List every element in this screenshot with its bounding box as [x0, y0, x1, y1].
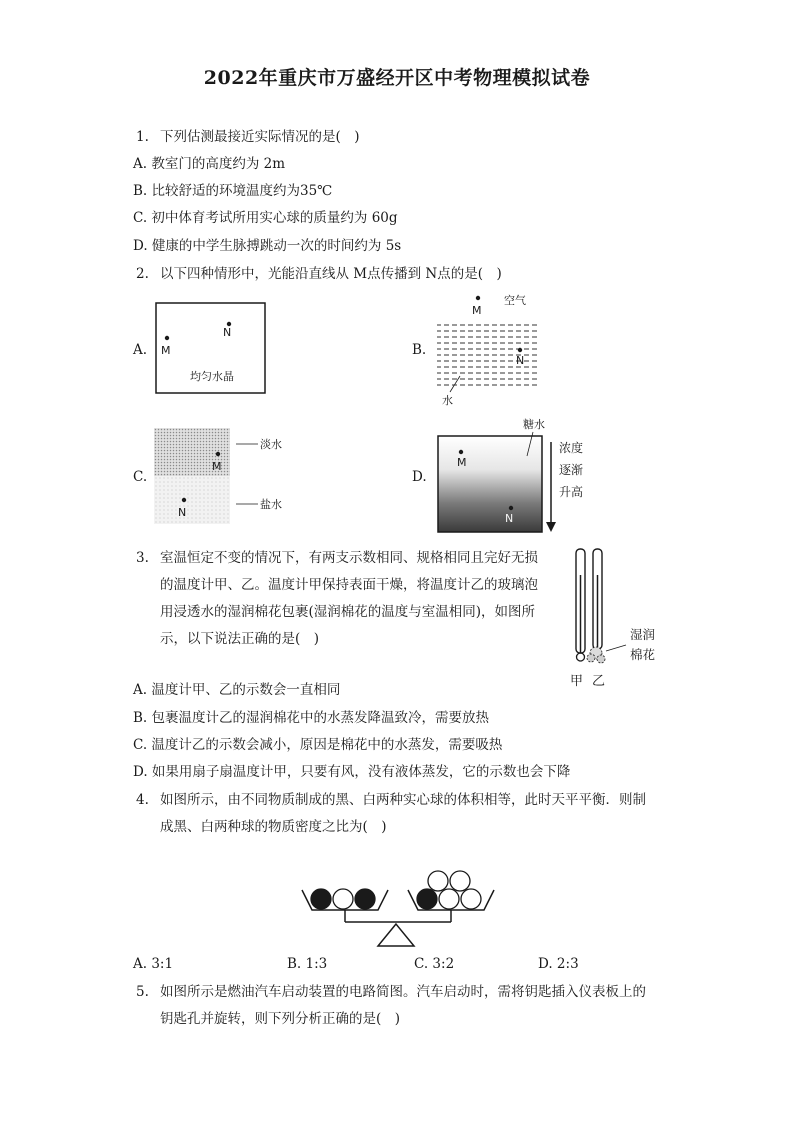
q3-option-c: C. 温度计乙的示数会减小，原因是棉花中的水蒸发，需要吸热 — [133, 737, 503, 753]
q4-option-c: C. 3:2 — [414, 956, 455, 972]
q2-figure-c — [154, 428, 294, 526]
q4-option-b: B. 1:3 — [287, 956, 328, 972]
q3-option-a: A. 温度计甲、乙的示数会一直相同 — [133, 682, 341, 698]
question-1-stem: 1. 下列估测最接近实际情况的是( ) — [136, 129, 360, 145]
q2-figure-a — [155, 302, 267, 394]
fresh-water-label: 淡水 — [260, 438, 282, 451]
q3-thermometer-figure — [560, 545, 670, 693]
q2-label-c: C. — [133, 469, 148, 485]
concentration-label-3: 升高 — [559, 485, 584, 499]
q1-option-d: D. 健康的中学生脉搏跳动一次的时间约为 5s — [133, 238, 402, 254]
question-number: 4. — [136, 792, 149, 808]
q4-option-d: D. 2:3 — [538, 956, 579, 972]
q1-option-b: B. 比较舒适的环境温度约为35℃ — [133, 183, 333, 199]
q3-option-b: B. 包裹温度计乙的湿润棉花中的水蒸发降温致冷，需要放热 — [133, 710, 490, 726]
point-m-label: M — [457, 456, 467, 469]
water-label: 水 — [442, 394, 453, 407]
medium-label: 均匀水晶 — [190, 370, 234, 383]
q2-label-b: B. — [412, 342, 427, 358]
sugar-water-label: 糖水 — [523, 418, 545, 431]
q4-balance-figure — [300, 866, 496, 950]
thermometer-yi-label: 乙 — [592, 674, 606, 689]
page-title: 2022年重庆市万盛经开区中考物理模拟试卷 — [203, 67, 591, 89]
point-n-label: N — [178, 506, 187, 519]
question-3-line-3: 用浸透水的湿润棉花包裹(湿润棉花的温度与室温相同)，如图所 — [160, 604, 536, 620]
point-n-label: N — [505, 512, 514, 525]
q2-figure-d — [437, 416, 597, 534]
question-number: 1. — [136, 129, 149, 145]
q1-option-c: C. 初中体育考试所用实心球的质量约为 60g — [133, 210, 398, 226]
question-4-line-1: 4. 如图所示，由不同物质制成的黑、白两种实心球的体积相等，此时天平平衡．则制 — [136, 792, 646, 808]
air-label: 空气 — [504, 294, 526, 307]
question-number: 5. — [136, 984, 149, 1000]
question-2-stem: 2. 以下四种情形中，光能沿直线从 M点传播到 N点的是( ) — [136, 266, 502, 282]
question-3-line-4: 示，以下说法正确的是( ) — [160, 631, 320, 647]
wet-cotton-label-1: 湿润 — [630, 627, 656, 642]
question-5-line-2: 钥匙孔并旋转，则下列分析正确的是( ) — [160, 1011, 401, 1027]
point-m-label: M — [161, 344, 171, 357]
concentration-label-1: 浓度 — [559, 441, 584, 455]
question-number: 3. — [136, 550, 149, 566]
thermometer-jia-label: 甲 — [570, 674, 584, 689]
q2-figure-b — [436, 292, 546, 410]
q2-label-d: D. — [412, 469, 427, 485]
question-3-line-1: 3. 室温恒定不变的情况下，有两支示数相同、规格相同且完好无损 — [136, 550, 538, 566]
question-5-line-1: 5. 如图所示是燃油汽车启动装置的电路简图。汽车启动时，需将钥匙插入仪表板上的 — [136, 984, 646, 1000]
point-n-label: N — [516, 354, 525, 367]
point-n-label: N — [223, 326, 232, 339]
q3-option-d: D. 如果用扇子扇温度计甲，只要有风，没有液体蒸发，它的示数也会下降 — [133, 764, 571, 780]
question-3-line-2: 的温度计甲、乙。温度计甲保持表面干燥，将温度计乙的玻璃泡 — [160, 577, 538, 593]
wet-cotton-label-2: 棉花 — [630, 647, 656, 662]
question-4-line-2: 成黑、白两种球的物质密度之比为( ) — [160, 819, 387, 835]
point-m-label: M — [472, 304, 482, 317]
q4-option-a: A. 3:1 — [133, 956, 174, 972]
salt-water-label: 盐水 — [260, 498, 282, 511]
q2-label-a: A. — [133, 342, 148, 358]
q1-option-a: A. 教室门的高度约为 2m — [133, 156, 286, 172]
question-number: 2. — [136, 266, 149, 282]
point-m-label: M — [212, 460, 222, 473]
concentration-label-2: 逐渐 — [559, 463, 584, 477]
